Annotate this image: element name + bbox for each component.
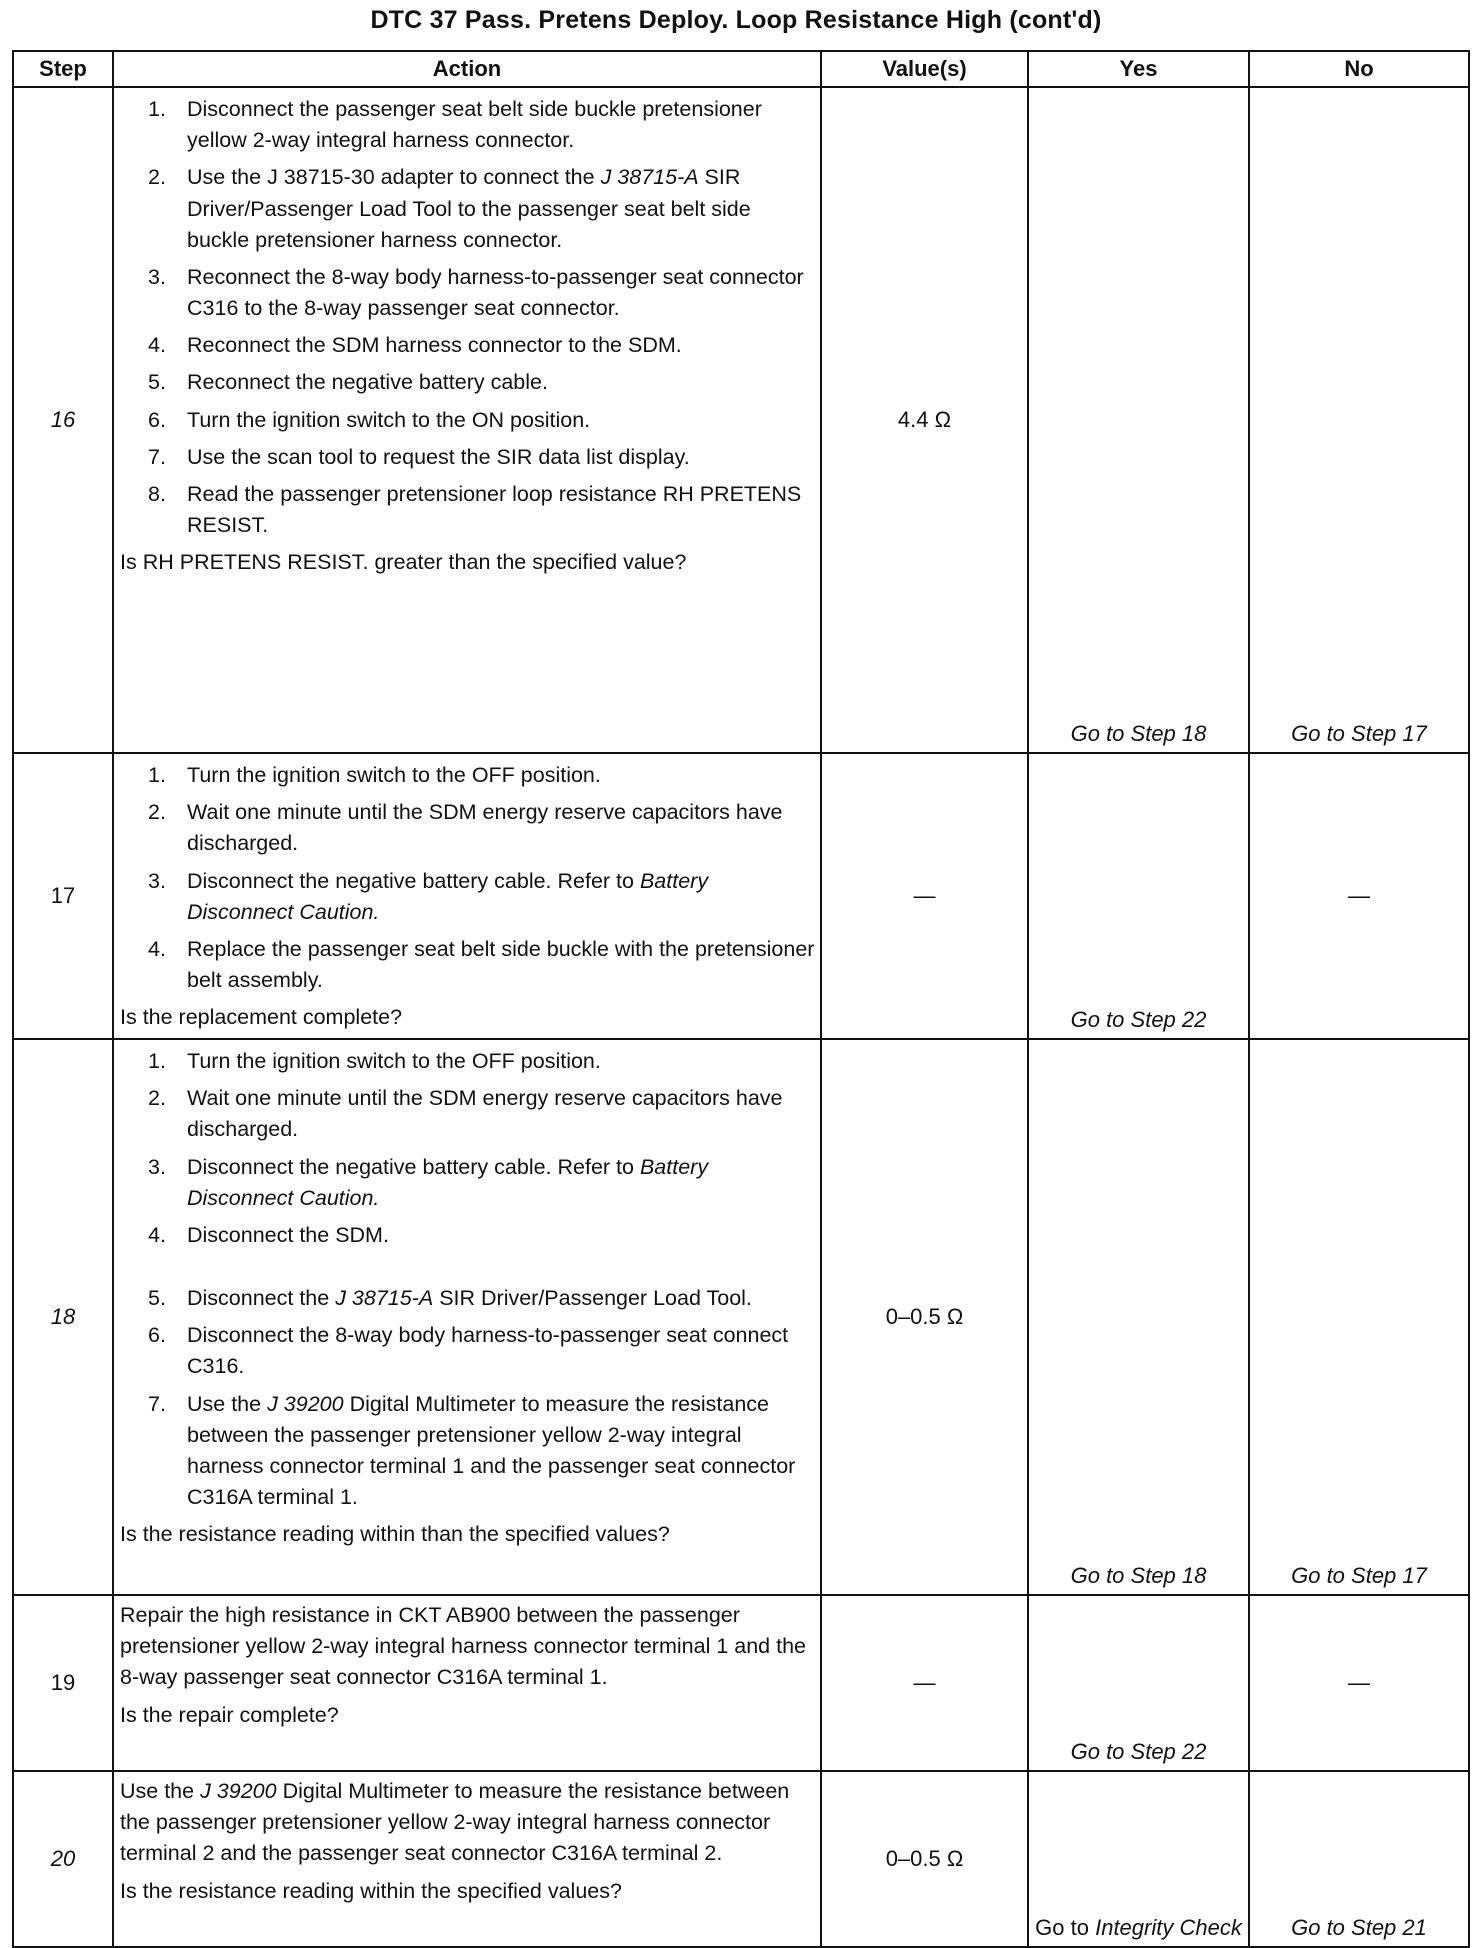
table-row-step-19 — [13, 1595, 1469, 1771]
action-item: 8. Read the passenger pretensioner loop resistance RH PRETENS RESIST. — [148, 481, 802, 538]
action-cell — [113, 753, 821, 1039]
value-cell: 0–0.5 Ω — [821, 1771, 1028, 1947]
action-list — [114, 760, 820, 996]
no-cell: — — [1249, 753, 1469, 1039]
value-cell: — — [821, 753, 1028, 1039]
step-number: 16 — [13, 87, 113, 753]
yes-cell: Go to Step 18 — [1028, 1039, 1249, 1595]
table-row-step-20 — [13, 1771, 1469, 1947]
action-item: 1. Disconnect the passenger seat belt side buckle pretensioner yellow 2-way integral harness connector. — [148, 97, 762, 153]
tool-reference: J 38715-A — [600, 165, 699, 190]
no-cell: Go to Step 17 — [1249, 1039, 1469, 1595]
action-item: 5. Disconnect the J 38715-A SIR Driver/Passenger Load Tool. — [148, 1286, 752, 1311]
action-question: Is the replacement complete? — [120, 1005, 403, 1030]
step-number: 18 — [13, 1039, 113, 1595]
table-row-step-18 — [13, 1039, 1469, 1595]
action-item: 7. Use the J 39200 Digital Multimeter to measure the resistance between the passenger pretensioner yellow 2-way integral harness connector terminal 1 and the passenger seat connector C316A terminal 1. — [148, 1391, 796, 1510]
action-question: Is the resistance reading within the specified values? — [120, 1878, 622, 1903]
tool-reference: J 39200 — [267, 1391, 344, 1416]
yes-cell: Go to Step 22 — [1028, 753, 1249, 1039]
action-paragraph: Use the J 39200 Digital Multimeter to measure the resistance between the passenger pretensioner yellow 2-way integral harness connector terminal 2 and the passenger seat connector C316A terminal 2. — [120, 1779, 790, 1866]
table-row-step-16 — [13, 87, 1469, 753]
page-title: DTC 37 Pass. Pretens Deploy. Loop Resistance High (cont'd) — [370, 6, 1102, 34]
yes-cell: Go to Integrity Check — [1028, 1771, 1249, 1947]
yes-cell: Go to Step 22 — [1028, 1595, 1249, 1771]
action-item: 4. Replace the passenger seat belt side buckle with the pretensioner belt assembly. — [148, 936, 815, 993]
action-question: Is the resistance reading within than the specified values? — [120, 1522, 670, 1547]
action-item: 2. Wait one minute until the SDM energy reserve capacitors have discharged. — [148, 1086, 783, 1142]
action-item: 6. Turn the ignition switch to the ON position. — [148, 407, 591, 432]
header-step: Step — [13, 51, 113, 87]
action-item: 5. Reconnect the negative battery cable. — [148, 370, 548, 395]
yes-cell: Go to Step 18 — [1028, 87, 1249, 753]
integrity-check-reference: Integrity Check — [1095, 1915, 1242, 1941]
tool-reference: J 38715-A — [335, 1286, 434, 1311]
action-item: 7. Use the scan tool to request the SIR data list display. — [148, 444, 690, 469]
action-item: 4. Disconnect the SDM. — [148, 1222, 389, 1247]
action-cell — [113, 1771, 821, 1947]
action-paragraph: Repair the high resistance in CKT AB900 between the passenger pretensioner yellow 2-way integral harness connector terminal 1 and the 8-way passenger seat connector C316A terminal 1. — [120, 1603, 806, 1690]
action-item: 3. Disconnect the negative battery cable. Refer to Battery Disconnect Caution. — [148, 868, 709, 924]
table-row-step-17 — [13, 753, 1469, 1039]
caution-reference: Battery Disconnect Caution. — [187, 1154, 709, 1210]
action-item: 1. Turn the ignition switch to the OFF position. — [148, 763, 601, 787]
step-number: 20 — [13, 1771, 113, 1947]
action-question: Is the repair complete? — [120, 1702, 339, 1727]
header-action: Action — [113, 51, 821, 87]
no-cell: — — [1249, 1595, 1469, 1771]
action-item: 4. Reconnect the SDM harness connector to the SDM. — [148, 333, 682, 358]
header-value: Value(s) — [821, 51, 1028, 87]
action-list — [114, 94, 820, 541]
action-item: 6. Disconnect the 8-way body harness-to-passenger seat connect C316. — [148, 1323, 789, 1379]
no-cell: Go to Step 17 — [1249, 87, 1469, 753]
action-item: 2. Use the J 38715-30 adapter to connect the J 38715-A SIR Driver/Passenger Load Tool to the passenger seat belt side buckle pretensioner harness connector. — [148, 165, 751, 252]
action-item: 3. Reconnect the 8-way body harness-to-passenger seat connector C316 to the 8-way passenger seat connector. — [148, 264, 804, 321]
header-yes: Yes — [1028, 51, 1249, 87]
header-row — [13, 51, 1469, 87]
step-number: 19 — [13, 1595, 113, 1771]
value-cell: — — [821, 1595, 1028, 1771]
header-no: No — [1249, 51, 1469, 87]
action-item: 1. Turn the ignition switch to the OFF position. — [148, 1049, 601, 1073]
action-cell — [113, 1595, 821, 1771]
value-cell: 4.4 Ω — [821, 87, 1028, 753]
action-cell — [113, 87, 821, 753]
caution-reference: Battery Disconnect Caution. — [187, 868, 709, 924]
no-cell: Go to Step 21 — [1249, 1771, 1469, 1947]
action-cell — [113, 1039, 821, 1595]
tool-reference: J 39200 — [200, 1779, 277, 1803]
value-cell: 0–0.5 Ω — [821, 1039, 1028, 1595]
action-list — [114, 1046, 820, 1513]
step-number: 17 — [13, 753, 113, 1039]
diagnostic-table — [12, 50, 1470, 1948]
action-question: Is RH PRETENS RESIST. greater than the specified value? — [120, 550, 687, 575]
action-item: 3. Disconnect the negative battery cable. Refer to Battery Disconnect Caution. — [148, 1154, 709, 1210]
action-item: 2. Wait one minute until the SDM energy reserve capacitors have discharged. — [148, 800, 783, 856]
